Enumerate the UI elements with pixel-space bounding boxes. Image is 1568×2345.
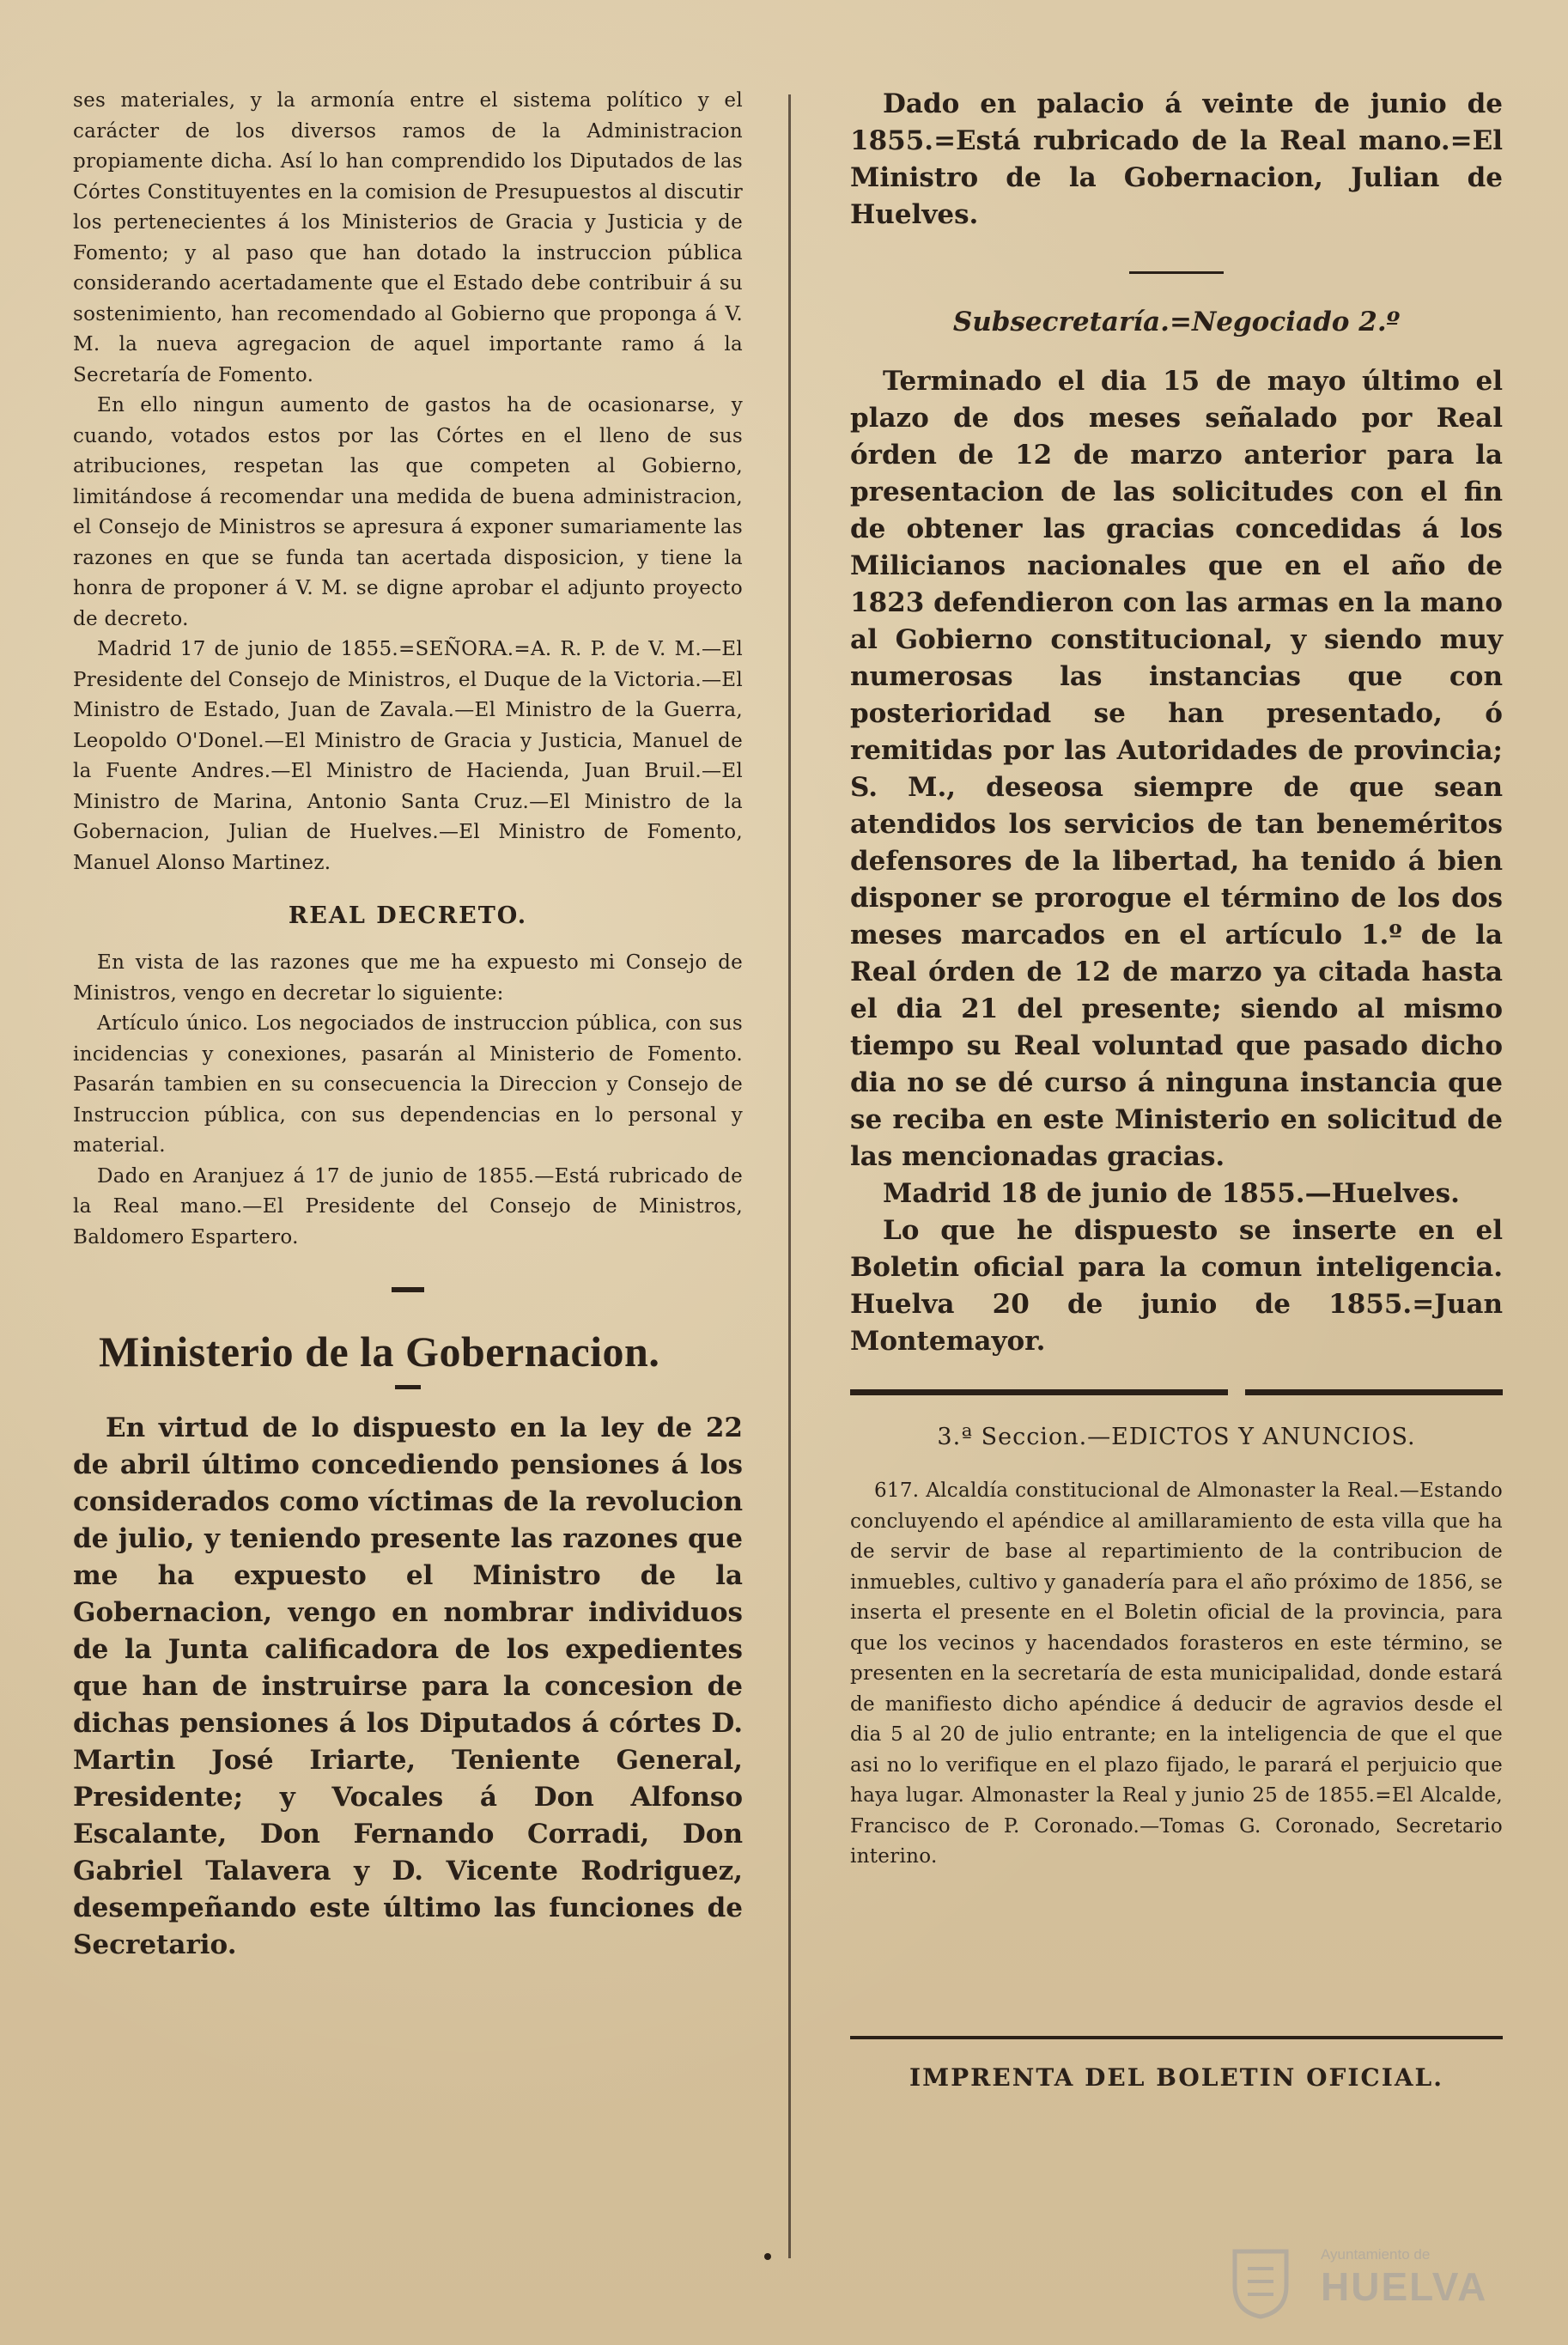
dado-paragraph: Dado en palacio á veinte de junio de 1855.=Está rubricado de la Real mano.=El Ministro de la Gobernacion, Julian de Huelves. — [850, 88, 1503, 230]
watermark-line-2: HUELVA — [1321, 2264, 1488, 2309]
intro-paragraph-1: ses materiales, y la armonía entre el sistema político y el carácter de los diversos ramos de la Administracion propiamente dicha. Así lo han comprendido los Diputados de las Córtes Constituyentes en la comision de Presupuestos al discutir los pertenecientes á los Ministerios de Gracia y Justicia y de Fomento; y al paso que han dotado la instruccion pública considerando acertadamente que el Estado debe contribuir á su sostenimiento, han recomendado al Gobierno que proponga á V. M. la nueva agregacion de aquel importante ramo á la Secretaría de Fomento. — [73, 89, 743, 386]
watermark-line-1: Ayuntamiento de — [1321, 2246, 1431, 2263]
gobernacion-section — [73, 1410, 743, 1964]
gobernacion-paragraph: En virtud de lo dispuesto en la ley de 22 de abril último concediendo pensiones á los considerados como víctimas de la revolucion de julio, y teniendo presente las razones que me ha expuesto el Ministro de la Gobernacion, vengo en nombrar individuos de la Junta calificadora de los expedientes que han de instruirse para la concesion de dichas pensiones á los Diputados á córtes D. Martin José Iriarte, Teniente General, Presidente; y Vocales á Don Alfonso Escalante, Don Fernando Corradi, Don Gabriel Talavera y D. Vicente Rodriguez, desempeñando este último las funciones de Secretario. — [73, 1412, 743, 1960]
bottom-dot — [764, 2253, 771, 2260]
right-column — [850, 86, 1503, 2092]
subsecretaria-section — [850, 363, 1503, 1360]
decreto-section — [73, 948, 743, 1253]
ministerio-heading: Ministerio de la Gobernacion. — [99, 1327, 660, 1376]
subsecretaria-paragraph-2: Madrid 18 de junio de 1855.—Huelves. — [883, 1178, 1460, 1209]
decreto-paragraph-3: Dado en Aranjuez á 17 de junio de 1855.—Está rubricado de la Real mano.—El Presidente del Consejo de Ministros, Baldomero Espartero. — [73, 1164, 743, 1248]
edicto-section — [850, 1476, 1503, 1873]
column-divider — [788, 94, 791, 2258]
real-decreto-heading: REAL DECRETO. — [288, 902, 528, 929]
left-column — [73, 86, 743, 1964]
footer-rule — [850, 2036, 1503, 2039]
separator-dash — [392, 1287, 424, 1292]
intro-section — [73, 86, 743, 878]
decreto-paragraph-2: Artículo único. Los negociados de instruccion pública, con sus incidencias y conexiones, pasarán al Ministerio de Fomento. Pasarán tambien en su consecuencia la Direccion y Consejo de Instruccion pública, con sus dependencias en lo personal y material. — [73, 1012, 743, 1157]
edicto-paragraph: 617. Alcaldía constitucional de Almonaster la Real.—Estando concluyendo el apéndice al amillaramiento de esta villa que ha de servir de base al repartimiento de la contribucion de inmuebles, cultivo y ganadería para el año próximo de 1856, se inserta el presente en el Boletin oficial de la provincia, para que los vecinos y hacendados forasteros en este término, se presenten en la secretaría de esta municipalidad, donde estará de manifiesto dicho apéndice á deducir de agravios desde el dia 5 al 20 de julio entrante; en la inteligencia de que el que asi no lo verifique en el plazo fijado, le parará el perjuicio que haya lugar. Almonaster la Real y junio 25 de 1855.=El Alcalde, Francisco de P. Coronado.—Tomas G. Coronado, Secretario interino. — [850, 1479, 1503, 1868]
edictos-section-heading: 3.ª Seccion.—EDICTOS Y ANUNCIOS. — [937, 1424, 1416, 1450]
printer-footer: IMPRENTA DEL BOLETIN OFICIAL. — [909, 2063, 1443, 2092]
dado-section — [850, 86, 1503, 234]
section-double-rule — [850, 1389, 1503, 1396]
subsecretaria-paragraph-3: Lo que he dispuesto se inserte en el Boletin oficial para la comun inteligencia. Huelva 20 de junio de 1855.=Juan Montemayor. — [850, 1215, 1503, 1357]
subsecretaria-heading: Subsecretaría.=Negociado 2.º — [952, 307, 1401, 337]
separator-dash-small — [395, 1385, 421, 1389]
separator-rule — [1129, 271, 1224, 274]
decreto-paragraph-1: En vista de las razones que me ha expuesto mi Consejo de Ministros, vengo en decretar lo siguiente: — [73, 951, 743, 1005]
ayuntamiento-watermark — [1218, 2243, 1501, 2320]
intro-paragraph-2: En ello ningun aumento de gastos ha de ocasionarse, y cuando, votados estos por las Córtes en el lleno de sus atribuciones, respetan las que competen al Gobierno, limitándose á recomendar una medida de buena administracion, el Consejo de Ministros se apresura á exponer sumariamente las razones en que se funda tan acertada disposicion, y tiene la honra de proponer á V. M. se digne aprobar el adjunto proyecto de decreto. — [73, 394, 743, 630]
signatures-paragraph: Madrid 17 de junio de 1855.=SEÑORA.=A. R. P. de V. M.—El Presidente del Consejo de Ministros, el Duque de la Victoria.—El Ministro de Estado, Juan de Zavala.—El Ministro de la Guerra, Leopoldo O'Donel.—El Ministro de Gracia y Justicia, Manuel de la Fuente Andres.—El Ministro de Hacienda, Juan Bruil.—El Ministro de Marina, Antonio Santa Cruz.—El Ministro de la Gobernacion, Julian de Huelves.—El Ministro de Fomento, Manuel Alonso Martinez. — [73, 638, 743, 874]
subsecretaria-paragraph-1: Terminado el dia 15 de mayo último el plazo de dos meses señalado por Real órden de 12 de marzo anterior para la presentacion de las solicitudes con el fin de obtener las gracias concedidas á los Milicianos nacionales que en el año de 1823 defendieron con las armas en la mano al Gobierno constitucional, y siendo muy numerosas las instancias que con posterioridad se han presentado, ó remitidas por las Autoridades de provincia; S. M., deseosa siempre de que sean atendidos los servicios de tan beneméritos defensores de la libertad, ha tenido á bien disponer se prorogue el término de los dos meses marcados en el artículo 1.º de la Real órden de 12 de marzo ya citada hasta el dia 21 del presente; siendo al mismo tiempo su Real voluntad que pasado dicho dia no se dé curso á ninguna instancia que se reciba en este Ministerio en solicitud de las mencionadas gracias. — [850, 366, 1503, 1172]
crest-icon — [1218, 2243, 1304, 2320]
